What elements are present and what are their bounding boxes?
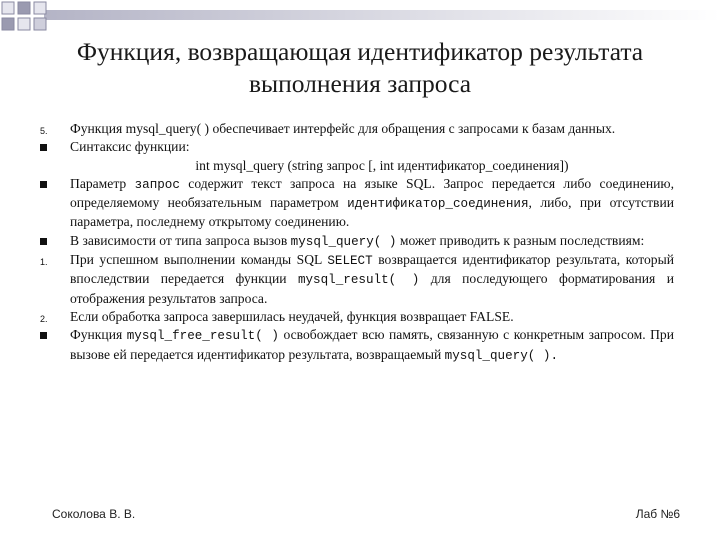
text-fragment: , либо, при отсутствии параметра, последнему открытому соединению.	[70, 195, 674, 230]
square-bullet-icon	[40, 332, 47, 339]
footer-lab-number: Лаб №6	[635, 507, 680, 521]
function-syntax: int mysql_query (string запрос [, int идентификатор_соединения])	[195, 157, 569, 173]
list-item	[40, 138, 674, 156]
text-fragment: может приводить к разным последствиям:	[396, 232, 645, 248]
list-item-text	[70, 121, 615, 136]
content-list	[40, 120, 674, 365]
text-fragment: Синтаксис функции:	[70, 139, 190, 155]
decorative-header	[0, 0, 720, 40]
list-item	[40, 157, 674, 175]
title-line-1: Функция, возвращающая идентификатор результата	[76, 37, 644, 66]
list-item-text	[70, 139, 190, 154]
text-fragment: возвращается идентификатор результата, который впоследствии передается функции	[70, 252, 674, 287]
square-bullet-icon	[40, 238, 47, 245]
list-number: 5.	[40, 126, 48, 136]
list-item	[40, 308, 674, 326]
list-item-text	[70, 327, 674, 361]
square-bullet-icon	[40, 144, 47, 151]
code-fragment: mysql_result( )	[297, 273, 420, 288]
list-item	[40, 120, 674, 138]
footer-author: Соколова В. В.	[52, 507, 136, 521]
text-fragment: Если обработка запроса завершилась неудачей, функция возвращает FALSE.	[70, 308, 514, 324]
list-number: 2.	[40, 313, 48, 324]
decorative-squares-graphic	[0, 0, 720, 40]
list-number: 1.	[40, 257, 48, 268]
text-fragment: обеспечивает интерфейс для обращения с запросами к базам данных.	[209, 121, 616, 136]
text-fragment: Параметр	[70, 175, 135, 191]
list-item-text	[70, 233, 644, 248]
list-item-text	[70, 309, 514, 324]
code-fragment: идентификатор_соединения	[347, 197, 529, 212]
text-fragment: освобождает всю память, связанную с конкретным запросом. При вызове ей передается идентификатор результата, возвращаемый	[70, 327, 674, 362]
code-fragment: запрос	[134, 177, 180, 192]
list-item	[40, 251, 674, 308]
text-fragment: mysql_query( )	[125, 121, 210, 136]
code-fragment: SELECT	[327, 254, 373, 269]
code-fragment: mysql_query( ).	[444, 348, 559, 363]
code-fragment: mysql_query( )	[290, 234, 397, 249]
list-item-text	[70, 176, 674, 230]
text-fragment: для последующего форматирования и отображения результатов запроса.	[70, 271, 674, 306]
list-item	[40, 175, 674, 232]
text-fragment: Функция	[70, 327, 127, 343]
list-item	[40, 232, 674, 251]
list-item-text	[70, 252, 674, 306]
text-fragment: В зависимости от типа запроса вызов	[70, 232, 291, 248]
text-fragment: содержит текст запроса на языке SQL. Запрос передается либо соединению, определяемому необязательным параметром	[70, 175, 674, 211]
text-fragment: При успешном выполнении команды SQL	[70, 252, 328, 268]
square-bullet-icon	[40, 181, 47, 188]
slide-title	[40, 36, 680, 100]
title-line-2: выполнения запроса	[248, 69, 472, 98]
list-item	[40, 326, 674, 365]
code-fragment: mysql_free_result( )	[126, 329, 279, 344]
text-fragment: Функция	[70, 121, 126, 136]
